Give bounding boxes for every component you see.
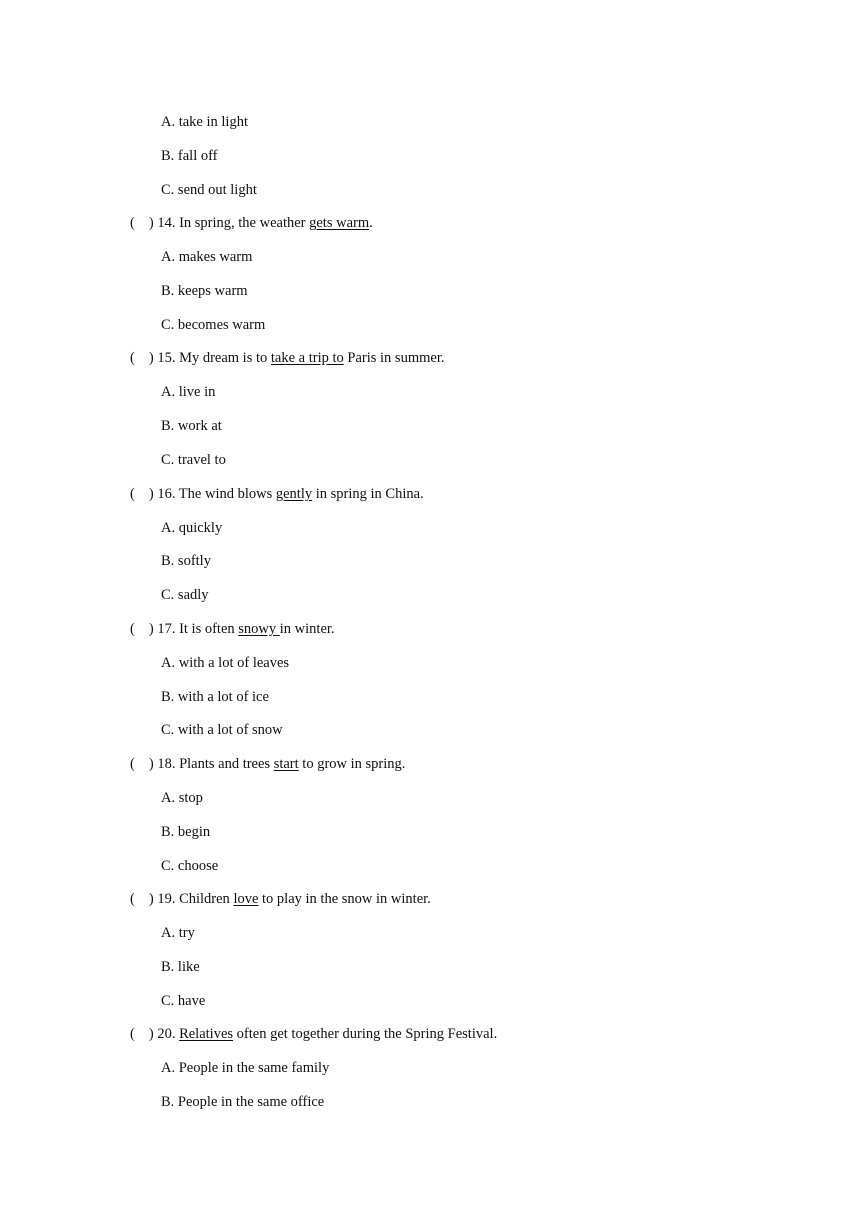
underlined-phrase: gets warm bbox=[309, 215, 370, 231]
answer-paren-close: ) bbox=[148, 621, 154, 637]
question-prefix: 14. In spring, the weather bbox=[157, 215, 310, 231]
answer-paren-close: ) bbox=[148, 756, 154, 772]
question-prefix: 16. The wind blows bbox=[157, 486, 276, 502]
q15-option-a: A. live in bbox=[161, 384, 216, 400]
q15-option-c: C. travel to bbox=[161, 452, 226, 468]
q18-option-a: A. stop bbox=[161, 790, 203, 806]
underlined-phrase: snowy bbox=[238, 621, 280, 637]
q13-option-b: B. fall off bbox=[161, 148, 218, 164]
answer-paren-open: ( bbox=[130, 756, 135, 772]
q13-option-c: C. send out light bbox=[161, 182, 257, 198]
question-prefix: 19. Children bbox=[157, 891, 234, 907]
underlined-phrase: take a trip to bbox=[270, 350, 344, 366]
q18-option-c: C. choose bbox=[161, 858, 219, 874]
underlined-phrase: Relatives bbox=[179, 1026, 234, 1042]
answer-paren-close: ) bbox=[148, 1026, 154, 1042]
question-suffix: in spring in China. bbox=[312, 486, 424, 502]
q20-option-a: A. People in the same family bbox=[161, 1060, 330, 1076]
q16-option-b: B. softly bbox=[161, 553, 211, 569]
answer-paren-open: ( bbox=[130, 621, 135, 637]
question-14 bbox=[130, 214, 373, 232]
answer-paren-close: ) bbox=[148, 350, 154, 366]
q14-option-c: C. becomes warm bbox=[161, 317, 266, 333]
q13-option-a: A. take in light bbox=[161, 114, 248, 130]
q20-option-b: B. People in the same office bbox=[161, 1094, 325, 1110]
answer-paren-open: ( bbox=[130, 215, 135, 231]
question-prefix: 15. My dream is to bbox=[157, 350, 271, 366]
underlined-phrase: start bbox=[273, 756, 299, 772]
q19-option-c: C. have bbox=[161, 993, 206, 1009]
q16-option-c: C. sadly bbox=[161, 587, 209, 603]
answer-paren-open: ( bbox=[130, 486, 135, 502]
q19-option-b: B. like bbox=[161, 959, 200, 975]
underlined-phrase: gently bbox=[275, 486, 313, 502]
question-suffix: to play in the snow in winter. bbox=[258, 891, 431, 907]
question-prefix: 20. bbox=[157, 1026, 180, 1042]
question-suffix: to grow in spring. bbox=[298, 756, 406, 772]
q19-option-a: A. try bbox=[161, 925, 195, 941]
question-17 bbox=[130, 620, 335, 638]
answer-paren-open: ( bbox=[130, 891, 135, 907]
q14-option-b: B. keeps warm bbox=[161, 283, 248, 299]
answer-paren-close: ) bbox=[148, 215, 154, 231]
question-prefix: 17. It is often bbox=[157, 621, 239, 637]
answer-paren-close: ) bbox=[148, 486, 154, 502]
answer-paren-open: ( bbox=[130, 1026, 135, 1042]
q17-option-b: B. with a lot of ice bbox=[161, 689, 269, 705]
q15-option-b: B. work at bbox=[161, 418, 222, 434]
question-19 bbox=[130, 890, 431, 908]
answer-paren-open: ( bbox=[130, 350, 135, 366]
question-suffix: often get together during the Spring Festival. bbox=[233, 1026, 498, 1042]
underlined-phrase: love bbox=[233, 891, 259, 907]
question-20 bbox=[130, 1025, 497, 1043]
question-suffix: in winter. bbox=[279, 621, 335, 637]
q16-option-a: A. quickly bbox=[161, 520, 223, 536]
question-16 bbox=[130, 485, 424, 503]
q17-option-a: A. with a lot of leaves bbox=[161, 655, 290, 671]
q18-option-b: B. begin bbox=[161, 824, 211, 840]
question-15 bbox=[130, 349, 444, 367]
q17-option-c: C. with a lot of snow bbox=[161, 722, 283, 738]
q14-option-a: A. makes warm bbox=[161, 249, 253, 265]
question-18 bbox=[130, 755, 405, 773]
question-suffix: Paris in summer. bbox=[343, 350, 445, 366]
question-prefix: 18. Plants and trees bbox=[157, 756, 274, 772]
question-suffix: . bbox=[369, 215, 373, 231]
answer-paren-close: ) bbox=[148, 891, 154, 907]
